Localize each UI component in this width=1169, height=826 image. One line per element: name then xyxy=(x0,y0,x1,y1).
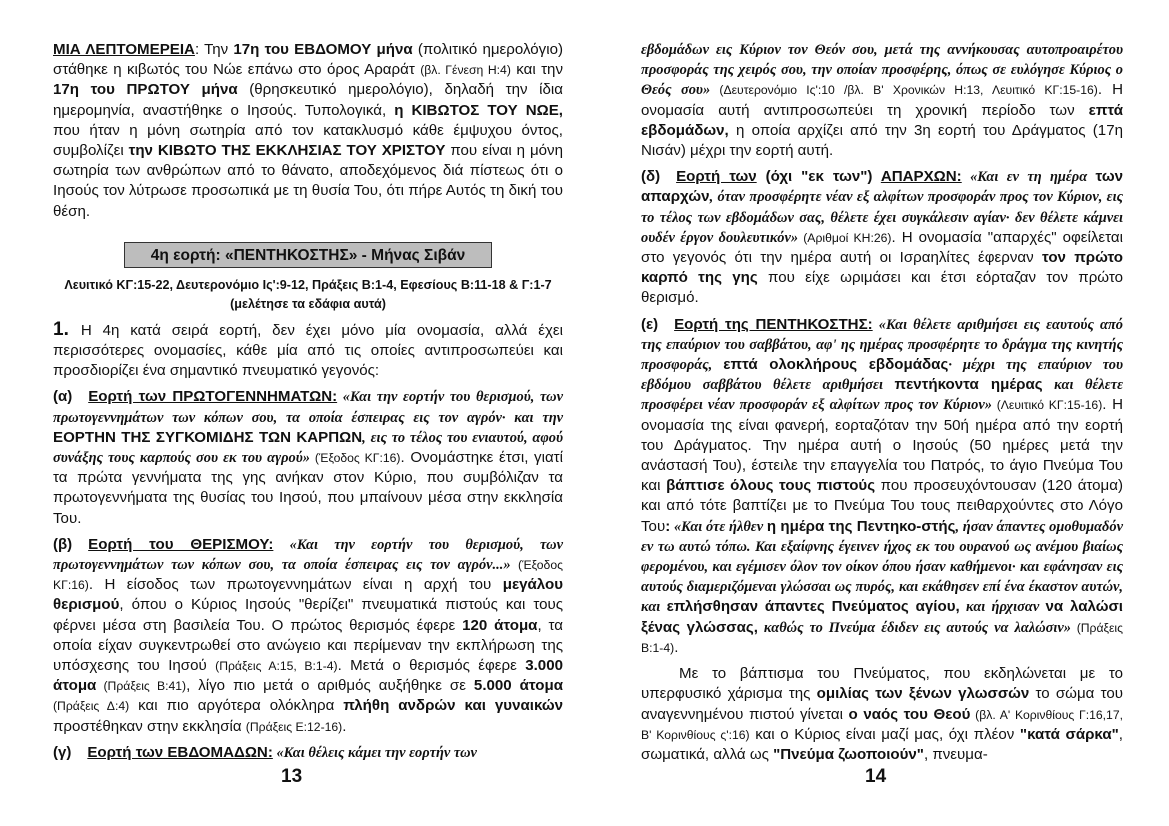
detail-heading: ΜΙΑ ΛΕΠΤΟΜΕΡΕΙΑ xyxy=(53,41,195,58)
item-e-heading: Εορτή της ΠΕΝΤΗΚΟΣΤΗΣ: xyxy=(674,315,873,333)
item-b-heading: Εορτή του ΘΕΡΙΣΜΟΥ: xyxy=(88,535,274,553)
point-1-paragraph: 1. Η 4η κατά σειρά εορτή, δεν έχει μόνο μία ονομασία, αλλά έχει περισσότερες ονομασίες, κάθε μία από τις οποίες αντιπροσωπεύει και προσδιορίζει ένα σημαντικό πνευματικό γεγονός: xyxy=(53,318,563,380)
item-b-harvest: (β) Εορτή του ΘΕΡΙΣΜΟΥ: «Και την εορτήν του θερισμού, των πρωτογεννημάτων των κόπων σου, τα οποία έσπειρας εις τον αγρόν...» (Έξοδος ΚΓ:16). Η είσοδος των πρωτογεννημάτων είναι η αρχή του μεγάλου θερισμού, όπου ο Κύριος Ιησούς "θερίζει" πνευματικά πιστούς και τους φέρνει μέσα στη βασιλεία Του. Ο πρώτος θερισμός έφερε 120 άτομα, τα οποία είχαν συγκεντρωθεί στο ανώγειο και περίμεναν την εκπλήρωση της υπόσχεσης του Ιησού (Πράξεις Α:15, Β:1-4). Μετά ο θερισμός έφερε 3.000 άτομα (Πράξεις Β:41), λίγο πιο μετά ο αριθμός αυξήθηκε σε 5.000 άτομα (Πράξεις Δ:4) και πιο αργότερα ολόκληρα πλήθη ανδρών και γυναικών προστέθηκαν στην εκκλησία (Πράξεις Ε:12-16). xyxy=(53,535,564,735)
item-g-heading: Εορτή των ΕΒΔΟΜΑΔΩΝ: xyxy=(87,743,273,761)
item-a-heading: Εορτή των ΠΡΩΤΟΓΕΝΝΗΜΑΤΩΝ: xyxy=(88,388,338,406)
item-a-firstfruits: (α) Εορτή των ΠΡΩΤΟΓΕΝΝΗΜΑΤΩΝ: «Και την εορτήν του θερισμού, των πρωτογεννημάτων των κόπων σου, τα οποία έσπειρας εις τον αγρόν· και την ΕΟΡΤΗΝ ΤΗΣ ΣΥΓΚΟΜΙΔΗΣ ΤΩΝ ΚΑΡΠΩΝ, εις το τέλος του ενιαυτού, αφού συνάξης τους καρπούς σου εκ του αγρού» (Έξοδος ΚΓ:16). Ονομάστηκε έτσι, γιατί τα πρώτα γεννήματα της γης ανήκαν στον Κύριο, που συμβόλιζαν τα πρωτογεννήματα της θυσίας του Ιησού, που μπαίνουν μέσα στην εκκλησία Του. xyxy=(53,388,563,527)
item-g-continuation: εβδομάδων εις Κύριον τον Θεόν σου, μετά της αννήκουσας αυτοπροαιρέτου προσφοράς της χειρός σου, την οποίαν προσφέρης, όπως σε ευλόγησε Κύριος ο Θεός σου» (Δευτερονόμιο Ις':10 /βλ. Β' Χρονικών Η:13, Λευιτικό ΚΓ:15-16). Η ονομασία αυτή αντιπροσωπεύει τη χρονική περίοδο των επτά εβδομάδων, η οποία αρχίζει από την 3η εορτή του Δράγματος (17η Νισάν) μέχρι την εορτή αυτή. xyxy=(641,42,1123,160)
section-title: 4η εορτή: «ΠΕΝΤΗΚΟΣΤΗΣ» - Μήνας Σιβάν xyxy=(124,242,492,268)
right-page xyxy=(585,0,1169,826)
baptism-paragraph: Με το βάπτισμα του Πνεύματος, που εκδηλώνεται με το υπερφυσικό χάρισμα της ομιλίας των ξένων γλωσσών το σώμα του αναγεννημένου πιστού γίνεται ο ναός του Θεού (βλ. Α' Κορινθίους Γ:16,17, Β' Κορινθίους ς':16) και ο Κύριος είναι μαζί μας, όχι πλέον "κατά σάρκα", σωματικά, αλλά ως "Πνεύμα ζωοποιούν", πνευμα- xyxy=(641,665,1124,763)
page-number-left: 13 xyxy=(281,766,303,787)
item-g-weeks: (γ) Εορτή των ΕΒΔΟΜΑΔΩΝ: «Και θέλεις κάμει την εορτήν των xyxy=(53,743,477,761)
scripture-references: Λευιτικό ΚΓ:15-22, Δευτερονόμιο Ις':9-12, Πράξεις Β:1-4, Εφεσίους Β:11-18 & Γ:1-7 (μελέτησε τα εδάφια αυτά) xyxy=(64,277,552,311)
item-e-pentecost: (ε) Εορτή της ΠΕΝΤΗΚΟΣΤΗΣ: «Και θέλετε αριθμήσει εις εαυτούς από της επαύριον του σαββάτου, αφ' ης ημέρας προσφέρητε το δράγμα της κινητής προσφοράς, επτά ολοκλήρους εβδομάδας· μέχρι της επαύριον του εβδόμου σαββάτου θέλετε αριθμήσει πεντήκοντα ημέρας και θέλετε προσφέρει νέαν προσφοράν εξ αλφίτων προς τον Κύριον» (Λευιτικό ΚΓ:15-16). Η ονομασία της είναι φανερή, εορταζόταν την 50ή ημέρα από την εορτή του Δράγματος. Την ημέρα αυτή ο Ιησούς (50 ημέρες μετά την ανάστασή Του), έστειλε την επαγγελία του Πατρός, το άγιο Πνεύμα Του και βάπτισε όλους τους πιστούς που προσευχόντουσαν (120 άτομα) και από τότε βαπτίζει με το Πνεύμα Του τους πειθαρχούντες στο Λόγο Του: «Και ότε ήλθεν η ημέρα της Πεντηκο-στής, ήσαν άπαντες ομοθυμαδόν εν τω αυτώ τόπω. Και εξαίφνης έγεινεν ήχος εκ του ουρανού ως ανέμου βιαίως φερομένου, και εγέμισεν όλον τον οίκον όπου ήσαν καθήμενοι· και εφάνησαν εις αυτούς διαμεριζόμεναι γλώσσαι ως πυρός, και εκάθησεν επί ένα έκαστον αυτών, και επλήσθησαν άπαντες Πνεύματος αγίου, και ήρχισαν να λαλώσι ξένας γλώσσας, καθώς το Πνεύμα έδιδεν εις αυτούς να λαλώσιν» (Πράξεις Β:1-4). xyxy=(641,315,1124,656)
intro-paragraph: ΜΙΑ ΛΕΠΤΟΜΕΡΕΙΑ: Την 17η του ΕΒΔΟΜΟΥ μήνα (πολιτικό ημερολόγιο) στάθηκε η κιβωτός του Νώε επάνω στο όρος Αραράτ (βλ. Γένεση Η:4) και την 17η του ΠΡΩΤΟΥ μήνα (θρησκευτικό ημερολόγιο), δηλαδή την ίδια ημερομηνία, αναστήθηκε ο Ιησούς. Τυπολογικά, η ΚΙΒΩΤΟΣ ΤΟΥ ΝΩΕ, που ήταν η μόνη σωτηρία από τον κατακλυσμό κάθε έμψυχου όντος, συμβολίζει την ΚΙΒΩΤΟ ΤΗΣ ΕΚΚΛΗΣΙΑΣ ΤΟΥ ΧΡΙΣΤΟΥ που είναι η μόνη σωτηρία των ανθρώπων από το θάνατο, αποδεχόμενος διά πίστεως ότι ο Ιησούς τον λύτρωσε προσωπικά με τη θυσία Του, ότι πήρε Αυτός τη δική του θέση. xyxy=(53,41,563,220)
item-d-heading: Εορτή των xyxy=(676,168,757,186)
point-number: 1. xyxy=(53,318,69,340)
item-d-firstfruits-offering: (δ) Εορτή των (όχι "εκ των") ΑΠΑΡΧΩΝ: «Και εν τη ημέρα των απαρχών, όταν προσφέρητε νέαν εξ αλφίτων προσφοράν προς τον Κύριον, εις το τέλος των εβδομάδων σας, θέλετε έχει συγκάλεσιν αγίαν· δεν θέλετε κάμνει ουδέν έργον δουλευτικόν» (Αριθμοί ΚΗ:26). Η ονομασία "απαρχές" οφείλεται στο γεγονός ότι την ημέρα αυτή οι Ισραηλίτες έφερναν τον πρώτο καρπό της γης που είχε ωριμάσει και έτσι εόρταζαν τον πρώτο θερισμό. xyxy=(641,168,1124,307)
page-number-right: 14 xyxy=(865,766,887,787)
